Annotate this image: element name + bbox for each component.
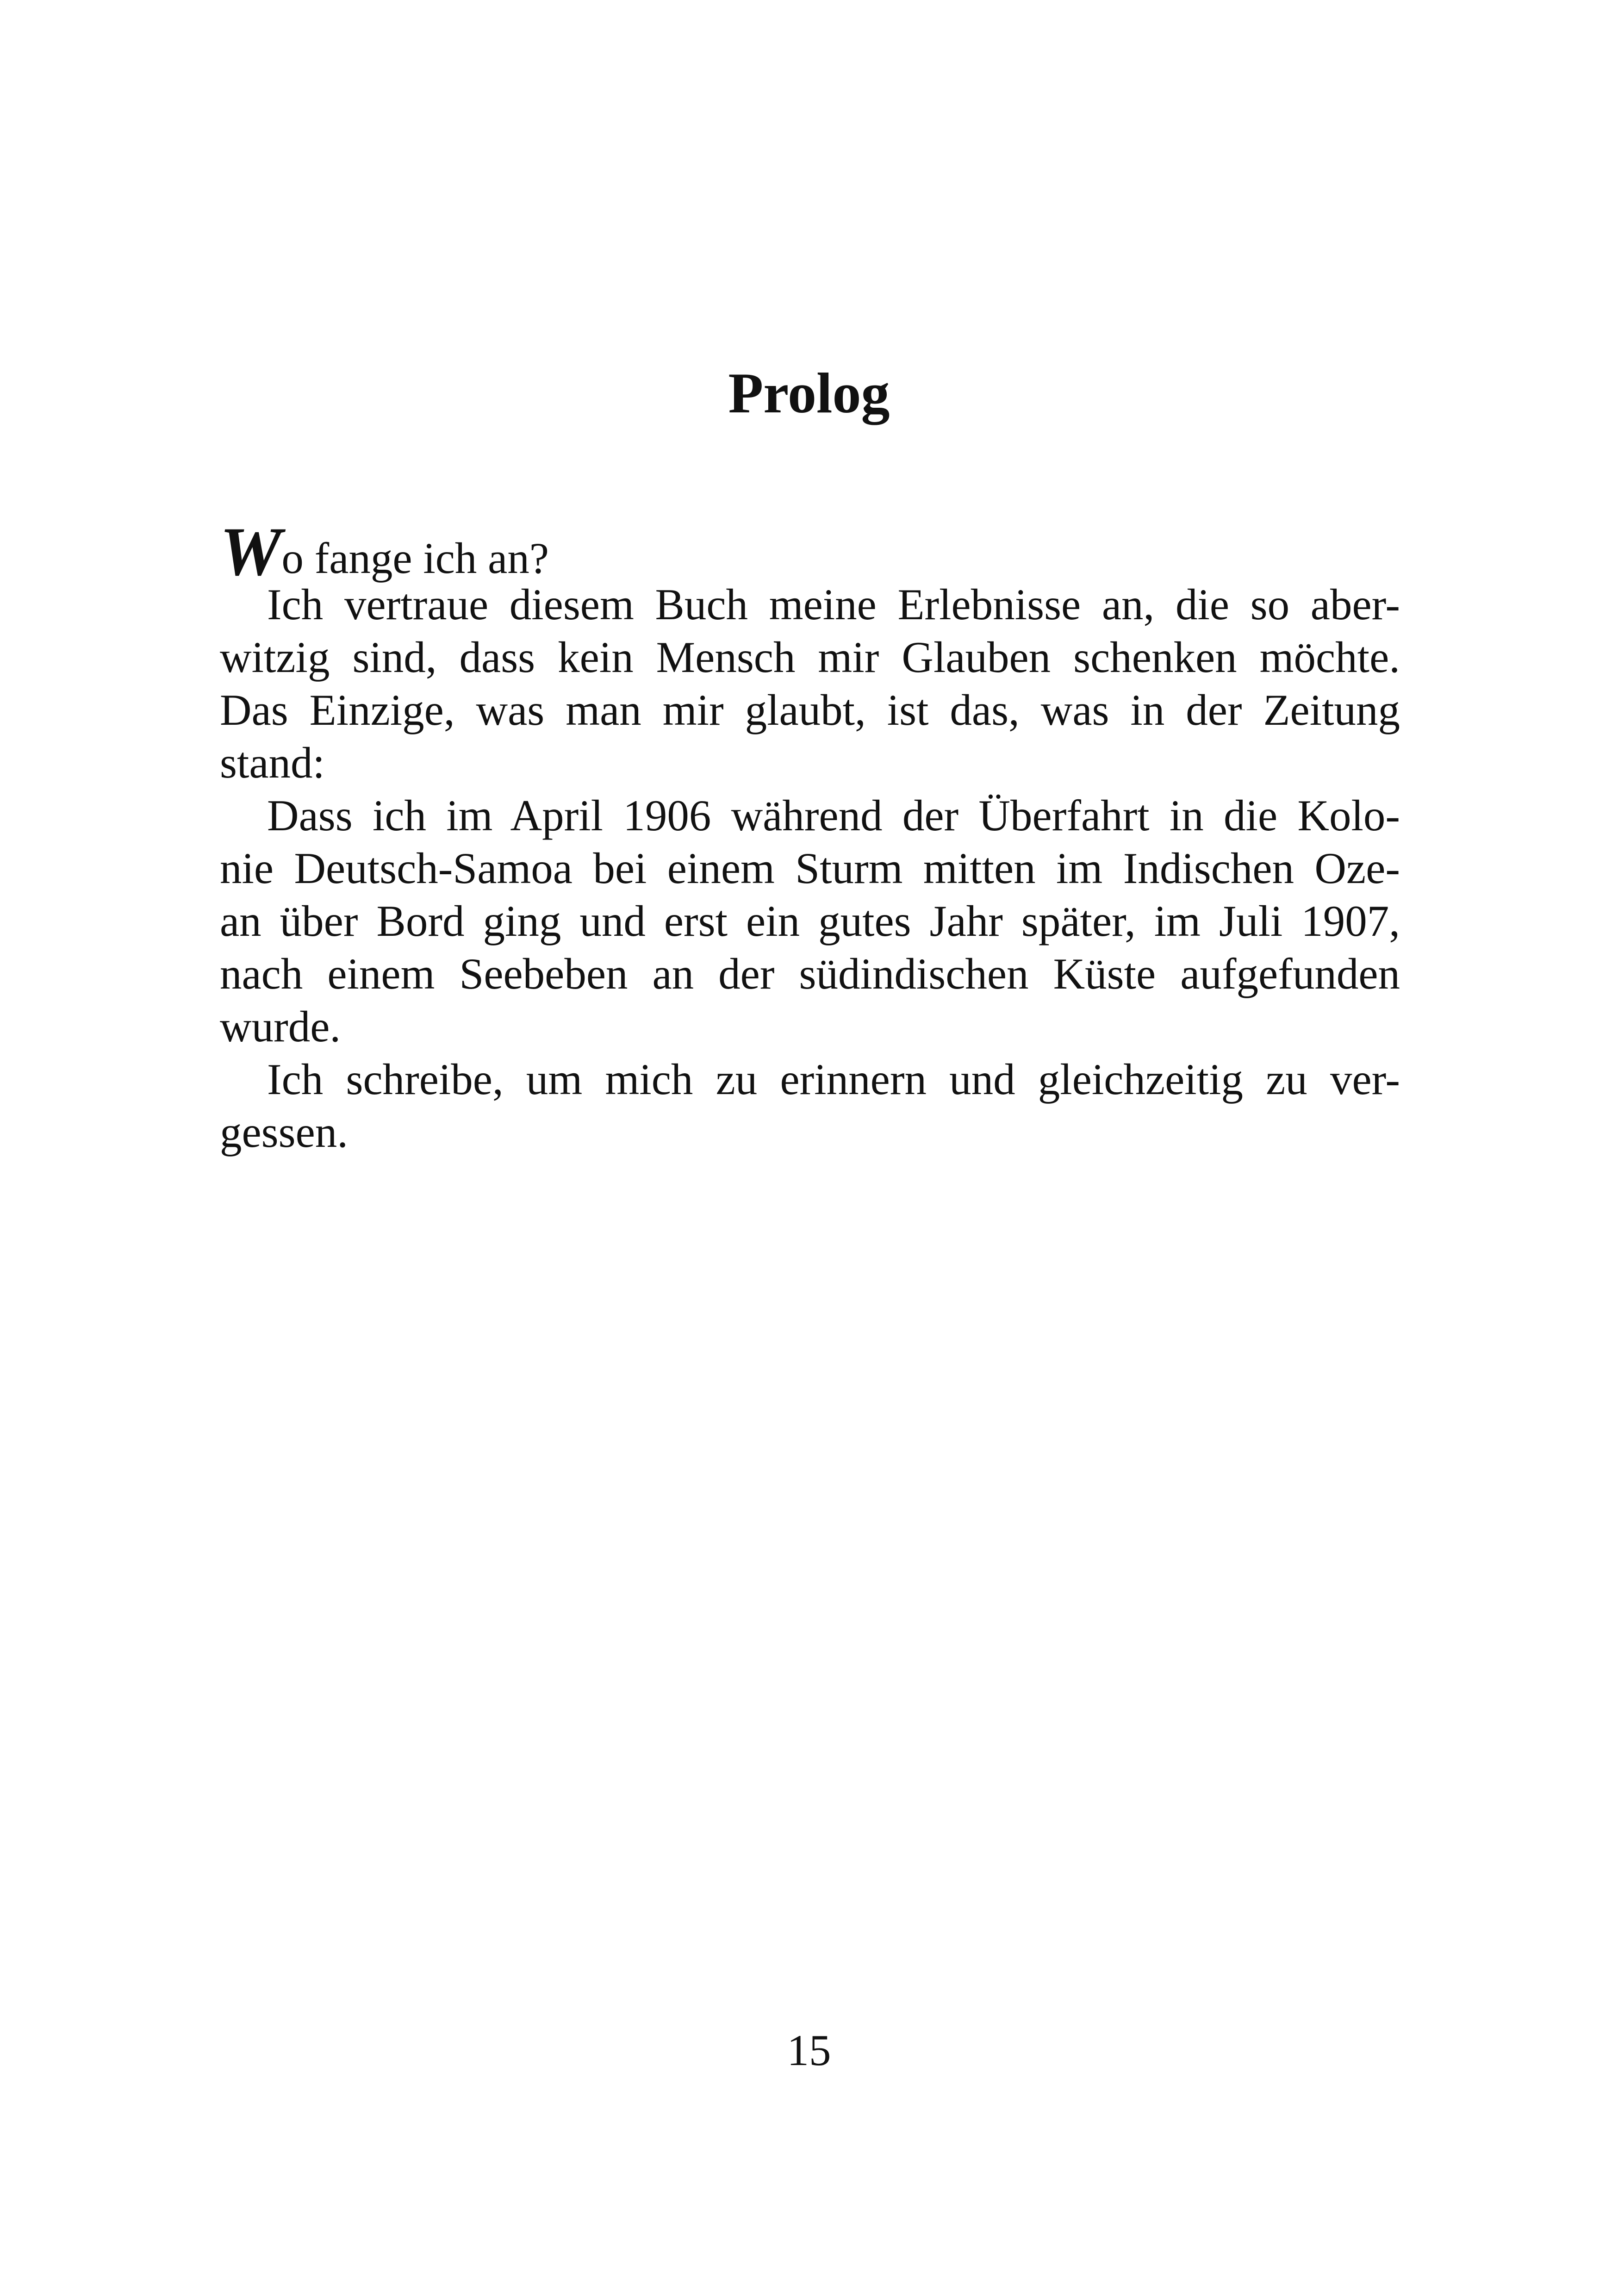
initial-letter: W — [220, 513, 282, 590]
text-line: Dass ich im April 1906 während der Überfahrt in die Kolo- — [267, 791, 1400, 840]
text-line: Das Einzige, was man mir glaubt, ist das, was in der Zeitung — [220, 685, 1400, 734]
chapter-title: Prolog — [728, 361, 890, 425]
opening-text: o fange ich an? — [281, 534, 549, 583]
text-line: wurde. — [220, 1002, 341, 1051]
text-line: nach einem Seebeben an der südindischen Küste aufgefunden — [220, 949, 1400, 998]
text-line: Ich schreibe, um mich zu erinnern und gleichzeitig zu ver- — [267, 1055, 1400, 1104]
text-line: stand: — [220, 738, 325, 787]
prologue-text — [220, 513, 1400, 1158]
text-line: gessen. — [220, 1108, 348, 1157]
text-line: nie Deutsch-Samoa bei einem Sturm mitten im Indischen Oze- — [220, 844, 1400, 893]
opening-line — [220, 513, 1400, 590]
text-line: an über Bord ging und erst ein gutes Jahr später, im Juli 1907, — [220, 896, 1400, 946]
text-line: witzig sind, dass kein Mensch mir Glauben schenken möchte. — [220, 633, 1400, 682]
text-line: Ich vertraue diesem Buch meine Erlebnisse an, die so aber- — [267, 580, 1400, 629]
page-number: 15 — [787, 2026, 831, 2075]
